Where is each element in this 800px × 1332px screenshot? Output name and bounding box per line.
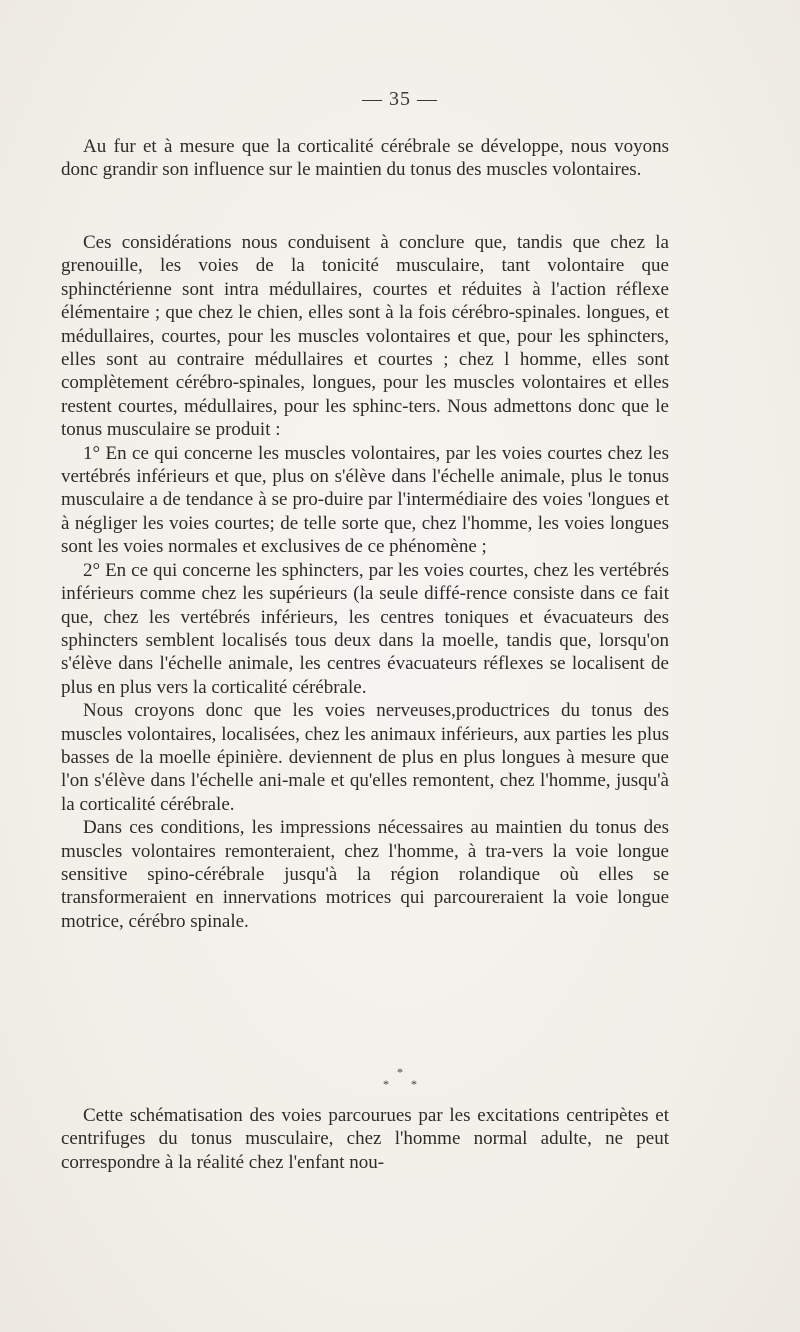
text-block-closing — [61, 1104, 669, 1174]
text-block-main — [61, 231, 669, 933]
paragraph: 2° En ce qui concerne les sphincters, par les voies courtes, chez les vertébrés inférieurs comme chez les supérieurs (la seule diffé-rence consiste dans ce fait que, chez les vertébrés inférieurs, les centres toniques et évacuateurs des sphincters semblent localisés tous deux dans la moelle, tandis que, lorsqu'on s'élève dans l'échelle animale, les centres évacuateurs réflexes se localisent de plus en plus vers la corticalité cérébrale. — [61, 559, 669, 698]
paragraph: Cette schématisation des voies parcourues par les excitations centripètes et centrifuges du tonus musculaire, chez l'homme normal adulte, ne peut correspondre à la réalité chez l'enfant nou- — [61, 1105, 669, 1173]
asterism-top-star: * — [397, 1065, 403, 1079]
asterism-bottom-row — [0, 1078, 800, 1090]
paragraph: 1° En ce qui concerne les muscles volontaires, par les voies courtes chez les vertébrés inférieurs et que, plus on s'élève dans l'échelle animale, plus le tonus musculaire a de tendance à se pro-duire par l'intermédiaire des voies 'longues et à négliger les voies courtes; de telle sorte que, chez l'homme, les voies longues sont les voies normales et exclusives de ce phénomène ; — [61, 442, 669, 558]
asterism-separator — [0, 1066, 800, 1090]
asterism-right-star: * — [411, 1077, 417, 1091]
paragraph: Ces considérations nous conduisent à conclure que, tandis que chez la grenouille, les voies de la tonicité musculaire, tant volontaire que sphinctérienne sont intra médullaires, courtes et réduites à l'action réflexe élémentaire ; que chez le chien, elles sont à la fois cérébro-spinales. longues, et médullaires, courtes, pour les muscles volontaires et que, pour les sphincters, elles sont au contraire médullaires et courtes ; chez l homme, elles sont complètement cérébro-spinales, longues, pour les muscles volontaires et elles restent courtes, médullaires, pour les sphinc-ters. Nous admettons donc que le tonus musculaire se produit : — [61, 232, 669, 441]
asterism-left-star: * — [383, 1077, 389, 1091]
text-block-intro — [61, 135, 669, 182]
page-number: — 35 — — [362, 88, 438, 110]
paragraph: Au fur et à mesure que la corticalité cérébrale se développe, nous voyons donc grandir son influence sur le maintien du tonus des muscles volontaires. — [61, 136, 669, 181]
paragraph: Dans ces conditions, les impressions nécessaires au maintien du tonus des muscles volontaires remonteraient, chez l'homme, à tra-vers la voie longue sensitive spino-cérébrale jusqu'à la région rolandique où elles se transformeraient en innervations motrices qui parcoureraient la voie longue motrice, cérébro spinale. — [61, 817, 669, 932]
paragraph: Nous croyons donc que les voies nerveuses,productrices du tonus des muscles volontaires, localisées, chez les animaux inférieurs, aux parties les plus basses de la moelle épinière. deviennent de plus en plus longues à mesure que l'on s'élève dans l'échelle ani-male et qu'elles remontent, chez l'homme, jusqu'à la corticalité cérébrale. — [61, 700, 669, 815]
